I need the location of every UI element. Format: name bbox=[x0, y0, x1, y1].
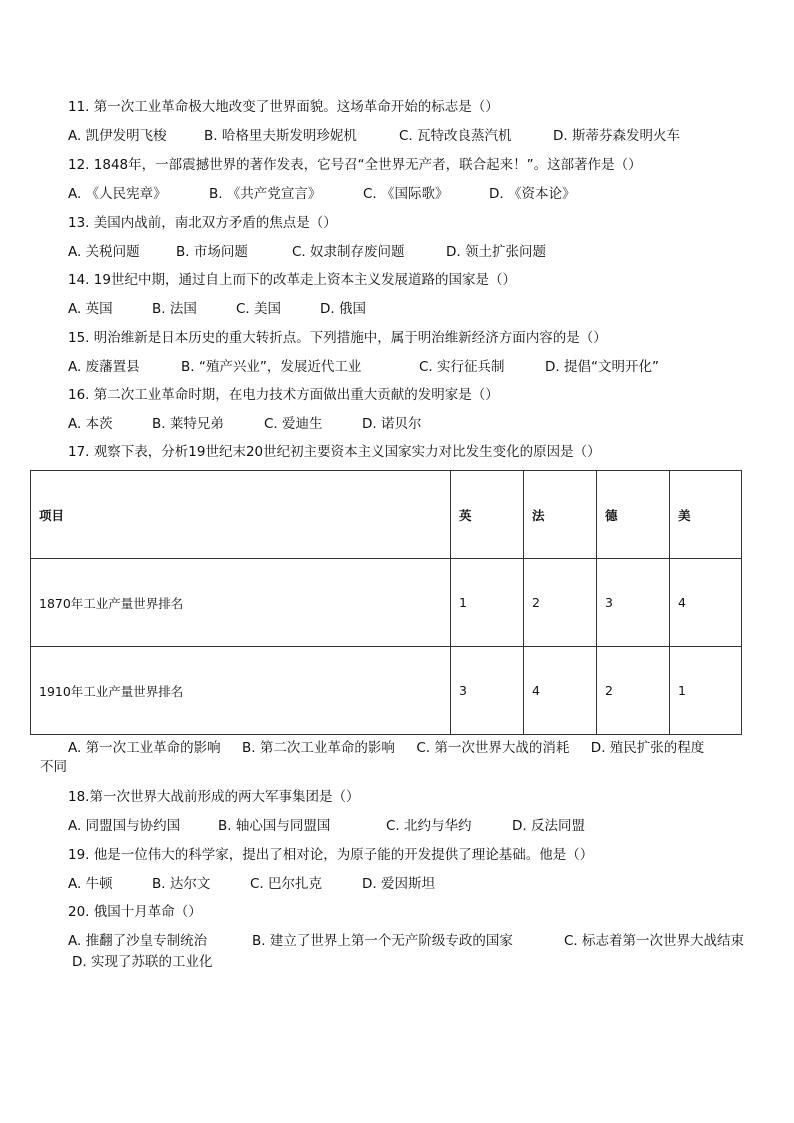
option-d: D. 俄国 bbox=[320, 301, 366, 317]
question-14-stem: 14. 19世纪中期，通过自上而下的改革走上资本主义发展道路的国家是（） bbox=[68, 272, 516, 288]
table-cell: 1 bbox=[451, 559, 524, 647]
option-d: D. 领土扩张问题 bbox=[446, 244, 546, 260]
table-row bbox=[31, 559, 742, 647]
option-a: A. 英国 bbox=[68, 301, 113, 317]
question-19-stem: 19. 他是一位伟大的科学家，提出了相对论，为原子能的开发提供了理论基础。他是（） bbox=[68, 847, 594, 863]
table-cell: 2 bbox=[524, 559, 597, 647]
table-cell: 1870年工业产量世界排名 bbox=[31, 559, 451, 647]
question-18-options bbox=[68, 817, 585, 835]
option-c: C. 巴尔扎克 bbox=[250, 876, 323, 892]
option-b: B. 轴心国与同盟国 bbox=[218, 818, 331, 834]
option-d: D. 实现了苏联的工业化 bbox=[72, 954, 213, 970]
option-d: D. 诺贝尔 bbox=[362, 416, 422, 432]
option-b: B. 建立了世界上第一个无产阶级专政的国家 bbox=[252, 933, 513, 949]
question-19-options bbox=[68, 875, 435, 893]
question-20-options bbox=[68, 932, 744, 950]
option-b: B. 市场问题 bbox=[176, 244, 248, 260]
option-c: C. 爱迪生 bbox=[264, 416, 323, 432]
question-13-options bbox=[68, 243, 546, 261]
option-c: C. 美国 bbox=[236, 301, 282, 317]
ranking-table bbox=[30, 470, 742, 735]
option-c: C. 瓦特改良蒸汽机 bbox=[399, 128, 512, 144]
option-d: D. 《资本论》 bbox=[489, 186, 576, 202]
table-cell: 2 bbox=[597, 647, 670, 735]
question-16-options bbox=[68, 415, 421, 433]
option-a: A. 《人民宪章》 bbox=[68, 186, 167, 202]
question-20-stem: 20. 俄国十月革命（） bbox=[68, 904, 202, 920]
question-16-stem: 16. 第二次工业革命时期，在电力技术方面做出重大贡献的发明家是（） bbox=[68, 387, 499, 403]
table-cell: 1910年工业产量世界排名 bbox=[31, 647, 451, 735]
table-header-cell: 法 bbox=[524, 471, 597, 559]
option-a: A. 同盟国与协约国 bbox=[68, 818, 181, 834]
table-cell: 1 bbox=[670, 647, 742, 735]
question-15-options bbox=[68, 358, 659, 376]
option-b: B. “殖产兴业”，发展近代工业 bbox=[181, 359, 362, 375]
question-17-options: A. 第一次工业革命的影响 B. 第二次工业革命的影响 C. 第一次世界大战的消耗 D. 殖民扩张的程度 bbox=[68, 740, 705, 756]
option-c: C. 实行征兵制 bbox=[419, 359, 505, 375]
table-header-cell: 英 bbox=[451, 471, 524, 559]
table-cell: 4 bbox=[524, 647, 597, 735]
option-a: A. 关税问题 bbox=[68, 244, 140, 260]
table-cell: 4 bbox=[670, 559, 742, 647]
option-a: A. 废藩置县 bbox=[68, 359, 140, 375]
table-header-row bbox=[31, 471, 742, 559]
table-header-cell: 项目 bbox=[31, 471, 451, 559]
option-d: D. 提倡“文明开化” bbox=[545, 359, 659, 375]
table-cell: 3 bbox=[597, 559, 670, 647]
question-13-stem: 13. 美国内战前，南北双方矛盾的焦点是（） bbox=[68, 215, 337, 231]
question-17-stem: 17. 观察下表，分析19世纪末20世纪初主要资本主义国家实力对比发生变化的原因是（） bbox=[68, 444, 601, 460]
question-12-options bbox=[68, 185, 575, 203]
option-a: A. 本茨 bbox=[68, 416, 113, 432]
question-18-stem: 18.第一次世界大战前形成的两大军事集团是（） bbox=[68, 789, 360, 805]
option-c: C. 奴隶制存废问题 bbox=[292, 244, 405, 260]
option-a: A. 凯伊发明飞梭 bbox=[68, 128, 167, 144]
table-cell: 3 bbox=[451, 647, 524, 735]
option-a: A. 牛顿 bbox=[68, 876, 113, 892]
option-d: D. 斯蒂芬森发明火车 bbox=[553, 128, 680, 144]
option-b: B. 达尔文 bbox=[152, 876, 211, 892]
option-b: B. 法国 bbox=[152, 301, 197, 317]
question-12-stem: 12. 1848年，一部震撼世界的著作发表，它号召“全世界无产者，联合起来！”。这部著作是（） bbox=[68, 157, 642, 173]
option-c: C. 标志着第一次世界大战结束 bbox=[564, 933, 745, 949]
table-row bbox=[31, 647, 742, 735]
question-14-options bbox=[68, 300, 366, 318]
option-b: B. 莱特兄弟 bbox=[152, 416, 224, 432]
option-b: B. 哈格里夫斯发明珍妮机 bbox=[204, 128, 357, 144]
table-header-cell: 美 bbox=[670, 471, 742, 559]
option-d: D. 爱因斯坦 bbox=[362, 876, 435, 892]
question-15-stem: 15. 明治维新是日本历史的重大转折点。下列措施中，属于明治维新经济方面内容的是（） bbox=[68, 330, 607, 346]
option-c: C. 北约与华约 bbox=[386, 818, 472, 834]
option-d: D. 反法同盟 bbox=[512, 818, 585, 834]
option-a: A. 推翻了沙皇专制统治 bbox=[68, 933, 208, 949]
question-11-stem: 11. 第一次工业革命极大地改变了世界面貌。这场革命开始的标志是（） bbox=[68, 99, 499, 115]
table-header-cell: 德 bbox=[597, 471, 670, 559]
option-b: B. 《共产党宣言》 bbox=[209, 186, 322, 202]
question-17-options-continued: 不同 bbox=[40, 759, 67, 775]
question-11-options bbox=[68, 127, 680, 145]
option-c: C. 《国际歌》 bbox=[363, 186, 449, 202]
